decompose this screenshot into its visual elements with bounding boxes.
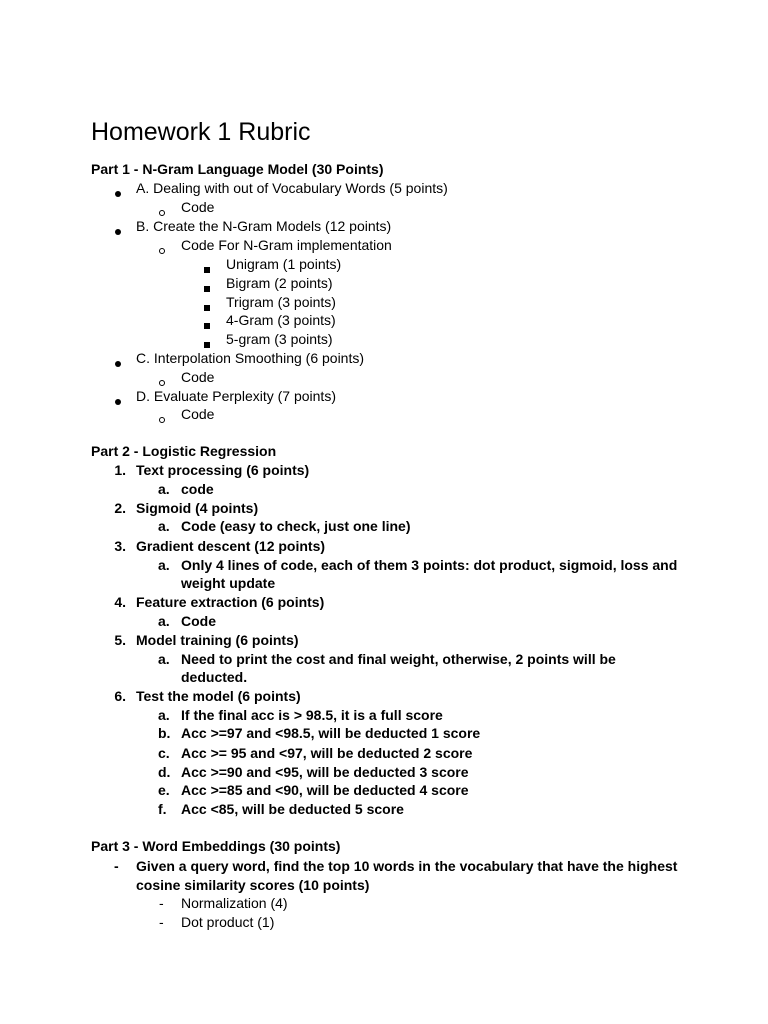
bullet-square-icon (204, 260, 210, 278)
bullet-square-icon (204, 279, 210, 297)
part1-item-b-sub: Code For N-Gram implementation (181, 237, 392, 253)
part2-subitem: Acc >=97 and <98.5, will be deducted 1 score (181, 725, 481, 741)
part2-item: Gradient descent (12 points) (136, 538, 326, 554)
list-number: 4. (114, 594, 126, 610)
list-letter: d. (158, 764, 171, 780)
part3-item-continued: cosine similarity scores (10 points) (136, 877, 370, 893)
part2-subitem-continued: deducted. (181, 669, 248, 685)
list-letter: f. (158, 801, 167, 817)
list-letter: a. (158, 481, 170, 497)
document-title: Homework 1 Rubric (91, 118, 311, 146)
list-letter: a. (158, 613, 170, 629)
list-number: 5. (114, 632, 126, 648)
part3-heading: Part 3 - Word Embeddings (30 points) (91, 838, 341, 854)
part3-subitem: Normalization (4) (181, 895, 288, 911)
part1-item-b: B. Create the N-Gram Models (12 points) (136, 218, 392, 234)
bullet-dot-icon (115, 222, 121, 240)
list-letter: a. (158, 518, 170, 534)
list-letter: a. (158, 707, 170, 723)
list-item: Unigram (1 points) (226, 256, 342, 272)
bullet-square-icon (204, 316, 210, 334)
part2-heading: Part 2 - Logistic Regression (91, 443, 277, 459)
part1-item-c: C. Interpolation Smoothing (6 points) (136, 350, 365, 366)
part3-item: Given a query word, find the top 10 words in the vocabulary that have the highest (136, 858, 678, 874)
list-letter: a. (158, 557, 170, 573)
part1-item-d-sub: Code (181, 406, 215, 422)
part2-item: Model training (6 points) (136, 632, 299, 648)
part2-subitem: Acc >=85 and <90, will be deducted 4 score (181, 782, 469, 798)
part2-subitem-continued: weight update (181, 575, 276, 591)
part2-item: Test the model (6 points) (136, 688, 301, 704)
bullet-circle-icon (159, 241, 165, 259)
dash-bullet: - (159, 914, 164, 930)
list-item: 5-gram (3 points) (226, 331, 333, 347)
bullet-dot-icon (115, 184, 121, 202)
list-number: 1. (114, 462, 126, 478)
part2-subitem: Acc <85, will be deducted 5 score (181, 801, 404, 817)
part2-subitem: Acc >=90 and <95, will be deducted 3 score (181, 764, 469, 780)
part2-subitem: Acc >= 95 and <97, will be deducted 2 score (181, 745, 473, 761)
part2-item: Text processing (6 points) (136, 462, 310, 478)
part1-item-c-sub: Code (181, 369, 215, 385)
part2-subitem: code (181, 481, 214, 497)
list-letter: c. (158, 745, 170, 761)
part2-item: Feature extraction (6 points) (136, 594, 325, 610)
part2-item: Sigmoid (4 points) (136, 500, 259, 516)
part2-subitem: Code (181, 613, 216, 629)
list-number: 2. (114, 500, 126, 516)
bullet-dot-icon (115, 392, 121, 410)
part2-subitem: Code (easy to check, just one line) (181, 518, 411, 534)
part3-subitem: Dot product (1) (181, 914, 275, 930)
part1-item-a-sub: Code (181, 199, 215, 215)
list-item: 4-Gram (3 points) (226, 312, 336, 328)
part1-item-a: A. Dealing with out of Vocabulary Words (5 points) (136, 180, 448, 196)
list-number: 6. (114, 688, 126, 704)
list-letter: e. (158, 782, 170, 798)
list-number: 3. (114, 538, 126, 554)
part2-subitem: Need to print the cost and final weight, otherwise, 2 points will be (181, 651, 616, 667)
part1-item-d: D. Evaluate Perplexity (7 points) (136, 388, 336, 404)
list-item: Bigram (2 points) (226, 275, 333, 291)
part1-heading: Part 1 - N-Gram Language Model (30 Points) (91, 161, 384, 177)
list-item: Trigram (3 points) (226, 294, 336, 310)
dash-bullet: - (159, 895, 164, 911)
bullet-square-icon (204, 298, 210, 316)
list-letter: b. (158, 725, 171, 741)
list-letter: a. (158, 651, 170, 667)
part2-subitem: Only 4 lines of code, each of them 3 points: dot product, sigmoid, loss and (181, 557, 678, 573)
bullet-dot-icon (115, 354, 121, 372)
dash-bullet: - (114, 858, 119, 874)
bullet-circle-icon (159, 410, 165, 428)
part2-subitem: If the final acc is > 98.5, it is a full score (181, 707, 443, 723)
